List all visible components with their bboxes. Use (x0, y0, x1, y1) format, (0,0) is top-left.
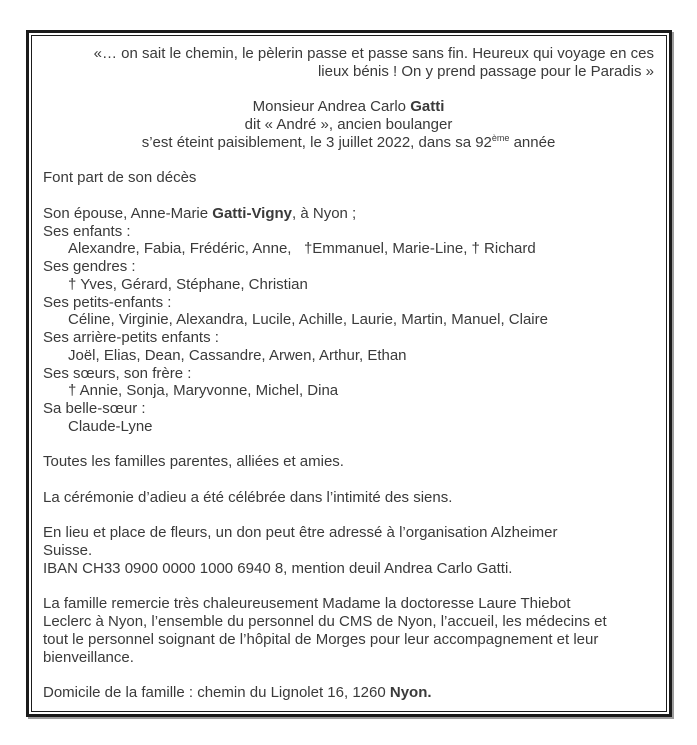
deceased-title: Monsieur Andrea Carlo (252, 98, 411, 116)
family-group-names: Claude-Lyne (68, 417, 153, 435)
ceremony-section (43, 489, 654, 507)
spouse-surname: Gatti-Vigny (212, 204, 293, 222)
family-group-label: Ses enfants : (43, 222, 131, 240)
iban-line: IBAN CH33 0900 0000 1000 6940 8, mention deuil Andrea Carlo Gatti. (43, 559, 513, 577)
family-group-label: Ses petits-enfants : (43, 293, 172, 311)
announcement-section (43, 169, 654, 187)
families-line: Toutes les familles parentes, alliées et amies. (43, 453, 344, 471)
family-group-label: Sa belle-sœur : (43, 400, 146, 417)
deceased-name-line (43, 98, 654, 116)
death-date-text: s’est éteint paisiblement, le 3 juillet 2022, dans sa 92 (141, 133, 492, 151)
domicile-city: Nyon. (389, 684, 432, 701)
announcement-line: Font part de son décès (43, 169, 197, 187)
domicile-text: Domicile de la famille : chemin du Lignolet 16, 1260 (43, 684, 390, 701)
donation-section (43, 524, 654, 577)
family-group-label: Ses sœurs, son frère : (43, 364, 192, 382)
thanks-line-2: Leclerc à Nyon, l’ensemble du personnel du CMS de Nyon, l’accueil, les médecins et (43, 613, 607, 630)
thanks-line-3: tout le personnel soignant de l’hôpital de Morges pour leur accompagnement et leur (43, 630, 599, 648)
domicile-section (43, 684, 654, 702)
death-date-line (43, 134, 654, 152)
quote-line-2: lieux bénis ! On y prend passage pour le Paradis » (317, 62, 654, 80)
thanks-line-1: La famille remercie très chaleureusement Madame la doctoresse Laure Thiebot (43, 595, 571, 613)
family-group-names: † Annie, Sonja, Maryvonne, Michel, Dina (68, 382, 339, 400)
family-list (43, 205, 654, 436)
donation-line-1: En lieu et place de fleurs, un don peut être adressé à l’organisation Alzheimer (43, 524, 558, 542)
family-group-label: Ses arrière-petits enfants : (43, 329, 219, 346)
death-notice-frame (26, 30, 672, 717)
spouse-post: , à Nyon ; (292, 204, 357, 222)
deceased-surname: Gatti (410, 98, 445, 116)
thanks-line-4: bienveillance. (43, 648, 134, 666)
families-section (43, 453, 654, 471)
death-date-suffix: année (509, 133, 556, 151)
quote-line-1: «… on sait le chemin, le pèlerin passe et passe sans fin. Heureux qui voyage en ces (93, 45, 654, 62)
family-group-names: Céline, Virginie, Alexandra, Lucile, Achille, Laurie, Martin, Manuel, Claire (68, 311, 548, 329)
ceremony-line: La cérémonie d’adieu a été célébrée dans l’intimité des siens. (43, 488, 453, 506)
spouse-pre: Son épouse, Anne-Marie (43, 204, 213, 222)
family-group-label: Ses gendres : (43, 258, 136, 275)
opening-quote (43, 45, 654, 81)
deceased-alias-line: dit « André », ancien boulanger (244, 116, 453, 133)
thanks-section (43, 595, 654, 666)
spouse-line (43, 205, 654, 223)
family-group-names: Joël, Elias, Dean, Cassandre, Arwen, Arthur, Ethan (68, 346, 407, 364)
donation-line-2: Suisse. (43, 542, 93, 559)
ordinal-superscript: ème (491, 132, 510, 143)
family-group-names: † Yves, Gérard, Stéphane, Christian (68, 275, 308, 293)
death-notice-content (31, 35, 667, 712)
deceased-header (43, 98, 654, 151)
family-group-names: Alexandre, Fabia, Frédéric, Anne, †Emmanuel, Marie-Line, † Richard (68, 240, 536, 258)
domicile-line (43, 684, 654, 702)
